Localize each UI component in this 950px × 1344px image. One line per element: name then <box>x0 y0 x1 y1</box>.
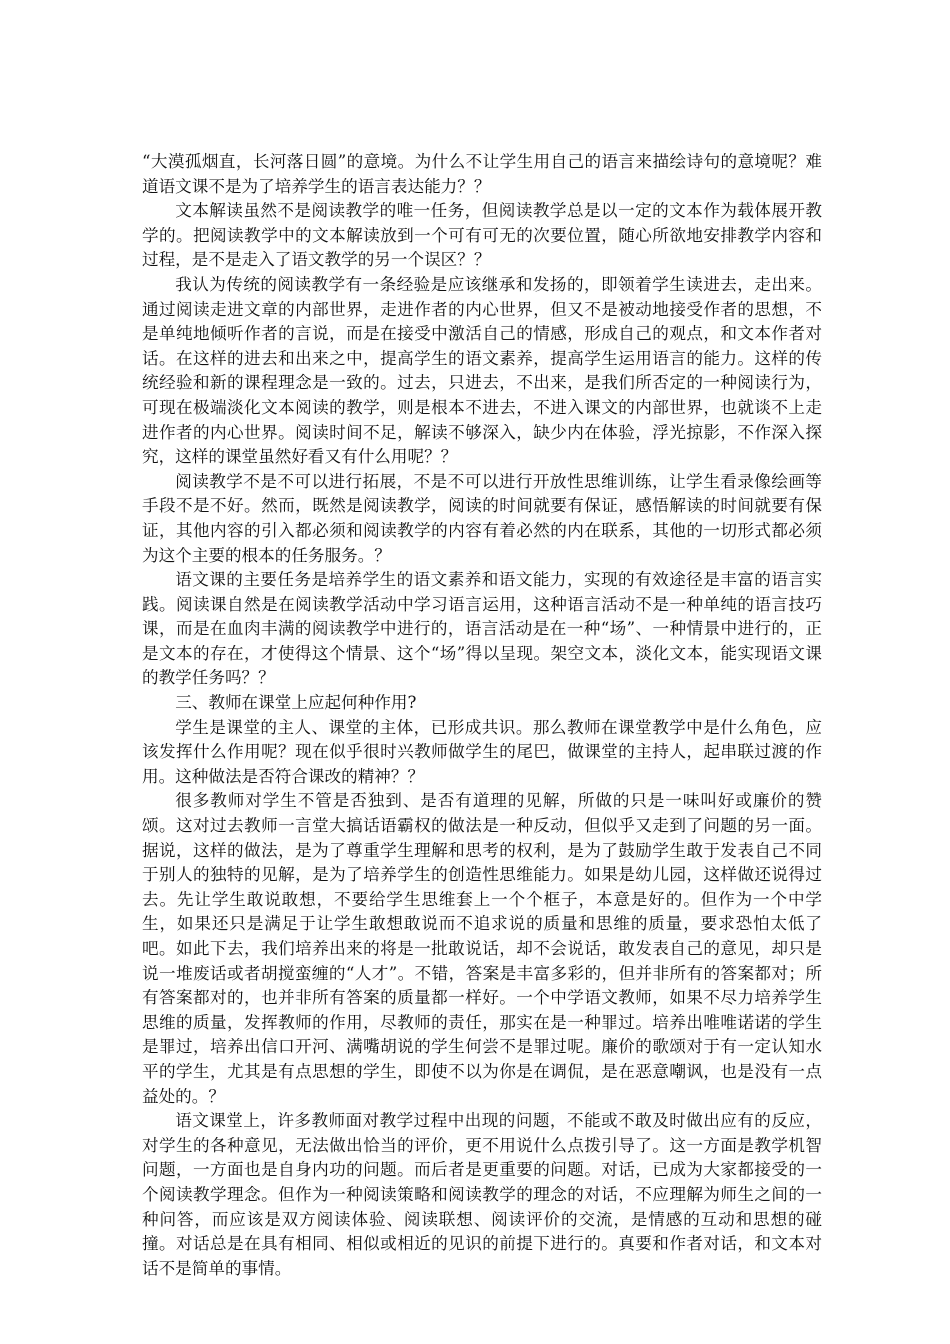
paragraph-language-task: 语文课的主要任务是培养学生的语文素养和语文能力，实现的有效途径是丰富的语言实践。阅读课自然是在阅读教学活动中学习语言运用，这种语言活动不是一种单纯的语言技巧课，而是在血肉丰满的阅读教学中进行的，语言活动是在一种“场”、一种情景中进行的，正是文本的存在，才使得这个情景、这个“场”得以呈现。架空文本，淡化文本，能实现语文课的教学任务吗？？ <box>142 570 822 688</box>
paragraph-reading-expansion: 阅读教学不是不可以进行拓展，不是不可以进行开放性思维训练，让学生看录像绘画等手段不是不好。然而，既然是阅读教学，阅读的时间就要有保证，感悟解读的时间就要有保证，其他内容的引入都必须和阅读教学的内容有着必然的内在联系，其他的一切形式都必须为这个主要的根本的任务服务。？ <box>142 471 822 565</box>
paragraph-cheap-praise: 很多教师对学生不管是否独到、是否有道理的见解，所做的只是一味叫好或廉价的赞颂。这对过去教师一言堂大搞话语霸权的做法是一种反动，但似乎又走到了问题的另一面。据说，这样的做法，是为了尊重学生理解和思考的权利，是为了鼓励学生敢于发表自己不同于别人的独特的见解，是为了培养学生的创造性思维能力。如果是幼儿园，这样做还说得过去。先让学生敢说敢想，不要给学生思维套上一个个框子，本意是好的。但作为一个中学生，如果还只是满足于让学生敢想敢说而不追求说的质量和思维的质量，要求恐怕太低了吧。如此下去，我们培养出来的将是一批敢说话，却不会说话，敢发表自己的意见，却只是说一堆废话或者胡搅蛮缠的“人才”。不错，答案是丰富多彩的，但并非所有的答案都对；所有答案都对的，也并非所有答案的质量都一样好。一个中学语文教师，如果不尽力培养学生思维的质量，发挥教师的作用，尽教师的责任，那实在是一种罪过。培养出唯唯诺诺的学生是罪过，培养出信口开河、满嘴胡说的学生何尝不是罪过呢。廉价的歌颂对于有一定认知水平的学生，尤其是有点思想的学生，即使不以为你是在调侃，是在恶意嘲讽，也是没有一点益处的。？ <box>142 791 822 1106</box>
paragraph-continuation: “大漠孤烟直，长河落日圆”的意境。为什么不让学生用自己的语言来描绘诗句的意境呢？难道语文课不是为了培养学生的语言表达能力？？ <box>142 152 822 196</box>
document-body <box>142 150 822 1281</box>
paragraph-dialogue: 语文课堂上，许多教师面对教学过程中出现的问题，不能或不敢及时做出应有的反应，对学生的各种意见，无法做出恰当的评价，更不用说什么点拨引导了。这一方面是教学机智问题，一方面也是自身内功的问题。而后者是更重要的问题。对话，已成为大家都接受的一个阅读教学理念。但作为一种阅读策略和阅读教学的理念的对话，不应理解为师生之间的一种问答，而应该是双方阅读体验、阅读联想、阅读评价的交流，是情感的互动和思想的碰撞。对话总是在具有相同、相似或相近的见识的前提下进行的。真要和作者对话，和文本对话不是简单的事情。 <box>142 1111 822 1278</box>
section-heading-teacher-role: 三、教师在课堂上应起何种作用? <box>175 693 417 713</box>
paragraph-traditional-reading: 我认为传统的阅读教学有一条经验是应该继承和发扬的，即领着学生读进去，走出来。通过阅读走进文章的内部世界，走进作者的内心世界，但又不是被动地接受作者的思想，不是单纯地倾听作者的言说，而是在接受中激活自己的情感，形成自己的观点，和文本作者对话。在这样的进去和出来之中，提高学生的语文素养，提高学生运用语言的能力。这样的传统经验和新的课程理念是一致的。过去，只进去，不出来，是我们所否定的一种阅读行为，可现在极端淡化文本阅读的教学，则是根本不进去，不进入课文的内部世界，也就谈不上走进作者的内心世界。阅读时间不足，解读不够深入，缺少内在体验，浮光掠影，不作深入探究，这样的课堂虽然好看又有什么用呢？？ <box>142 274 822 467</box>
paragraph-student-subject: 学生是课堂的主人、课堂的主体，已形成共识。那么教师在课堂教学中是什么角色，应该发挥什么作用呢？现在似乎很时兴教师做学生的尾巴，做课堂的主持人，起串联过渡的作用。这种做法是否符合课改的精神？？ <box>142 717 822 786</box>
paragraph-text-interpretation: 文本解读虽然不是阅读教学的唯一任务，但阅读教学总是以一定的文本作为载体展开教学的。把阅读教学中的文本解读放到一个可有可无的次要位置，随心所欲地安排教学内容和过程，是不是走入了语文教学的另一个误区？？ <box>142 201 822 270</box>
